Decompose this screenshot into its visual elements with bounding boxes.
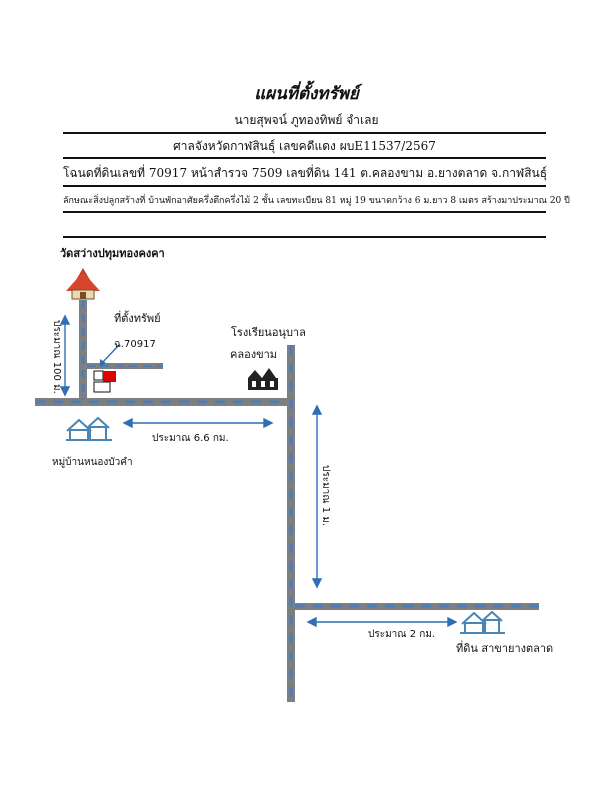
distance-6-6km-label: ประมาณ 6.6 กม.: [152, 433, 229, 444]
road-main-horizontal: [35, 398, 293, 406]
building-info: ลักษณะสิ่งปลูกสร้างที่ บ้านพักอาศัยครึ่งตึกครึ่งไม้ 2 ชั้น เลขทะเบียน 81 หมู่ 19 ขนาดกว้าง 6 ม.ยาว 8 เมตร สร้างมาประมาณ 20 ปี: [63, 196, 570, 206]
land-office-house-icon: [460, 612, 505, 633]
deed-info: โฉนดที่ดินเลขที่ 70917 หน้าสำรวจ 7509 เลขที่ดิน 141 ต.คลองขาม อ.ยางตลาด จ.กาฬสินธุ์: [63, 166, 548, 180]
property-deed-label: ฉ.70917: [114, 339, 156, 350]
road-property-lane: [87, 363, 163, 369]
school-label-line2: คลองขาม: [230, 348, 278, 361]
distance-arrows: [61, 316, 456, 626]
distance-100m-label: ประมาณ 100 ม.: [51, 320, 62, 394]
road-temple-lane: [79, 300, 87, 400]
court-case: ศาลจังหวัดกาฬสินธุ์ เลขคดีแดง ผบE11537/2567: [173, 139, 436, 153]
temple-icon: [66, 268, 100, 299]
road-main-vertical: [287, 345, 295, 702]
temple-label: วัดสว่างปทุมทองคงคา: [60, 247, 165, 260]
school-label-line1: โรงเรียนอนุบาล: [231, 326, 306, 339]
land-office-label: ที่ดิน สาขายางตลาด: [456, 642, 554, 655]
school-icon: [248, 368, 278, 390]
owner-name: นายสุพจน์ ภูทองทิพย์ จำเลย: [234, 113, 379, 127]
distance-1km-label: ประมาณ 1 ม.: [320, 465, 331, 527]
property-label: ที่ตั้งทรัพย์: [114, 312, 161, 325]
village-house-icon: [66, 418, 112, 440]
village-label: หมู่บ้านหนองบัวคำ: [52, 457, 133, 468]
road-land-office: [295, 603, 539, 610]
distance-2km-label: ประมาณ 2 กม.: [368, 629, 436, 640]
map-title: แผนที่ตั้งทรัพย์: [254, 84, 359, 104]
